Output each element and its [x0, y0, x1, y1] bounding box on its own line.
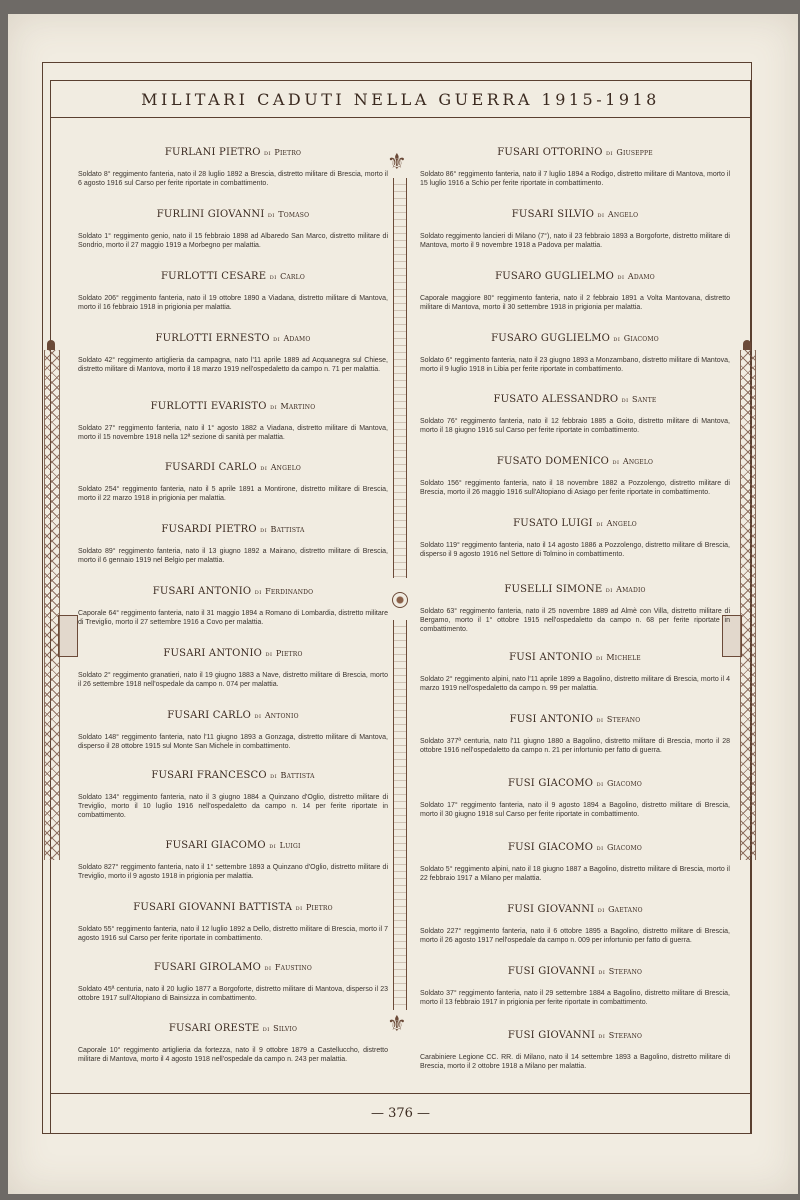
entry: [78, 147, 388, 188]
entry: [420, 842, 730, 883]
entry-name: FUSARI GIACOMO di Luigi: [165, 840, 301, 851]
entry-name: FUSATO LUIGI di Angelo: [513, 518, 637, 529]
entry-name: FUSARI OTTORINO di Giuseppe: [497, 147, 653, 158]
entry: [420, 394, 730, 435]
entry-name: FUSARDI PIETRO di Battista: [161, 524, 305, 535]
entry-name: FUSI GIOVANNI di Gaetano: [507, 904, 643, 915]
entry-text: Soldato 42° reggimento artiglieria da campagna, nato l'11 aprile 1889 ad Acquanegra sul Chiese, distretto militare di Mantova, morto il 18 marzo 1919 nell'ospedaletto da campo n. 71 per malattia.: [78, 357, 388, 373]
entry: [78, 770, 388, 820]
entry-name: FUSI GIACOMO di Giacomo: [507, 778, 643, 789]
entry-text: Soldato 156° reggimento fanteria, nato il 18 novembre 1882 a Pozzolengo, distretto militare di Brescia, morto il 26 maggio 1916 sull'Altopiano di Asiago per ferite riportate in combattimento.: [420, 480, 730, 496]
entry: [78, 586, 388, 627]
entry-text: Soldato 2° reggimento alpini, nato l'11 aprile 1899 a Bagolino, distretto militare di Brescia, morto il 4 marzo 1919 nell'ospedaletto da campo n. 99 per malattia.: [420, 676, 730, 692]
entry-name: FUSARO GUGLIELMO di Giacomo: [491, 333, 659, 344]
central-pole-lower: [393, 620, 407, 1010]
torch-bottom-icon: ⚜: [387, 1012, 407, 1037]
entry: [420, 518, 730, 559]
entry-name: FUSI ANTONIO di Michele: [509, 652, 641, 663]
entry-text: Soldato 119° reggimento fanteria, nato il 14 agosto 1886 a Pozzolengo, distretto militare di Brescia, disperso il 9 agosto 1916 nel Settore di Tolmino in combattimento.: [420, 542, 730, 558]
entry: [420, 147, 730, 188]
entry: [78, 271, 388, 312]
entry-text: Soldato 76° reggimento fanteria, nato il 12 febbraio 1885 a Goito, distretto militare di Mantova, morto il 18 giugno 1916 sul Carso per ferite riportate in combattimento.: [420, 418, 730, 434]
entry: [420, 904, 730, 945]
entry-text: Soldato 148° reggimento fanteria, nato l'11 giugno 1893 a Gonzaga, distretto militare di Mantova, disperso il 28 ottobre 1915 sul Monte San Michele in combattimento.: [78, 734, 388, 750]
entry-name: FUSARI GIOVANNI BATTISTA di Pietro: [133, 902, 333, 913]
entry-text: Soldato 6° reggimento fanteria, nato il 23 giugno 1893 a Monzambano, distretto militare di Mantova, morto il 9 luglio 1918 in Libia per ferite riportate in combattimento.: [420, 357, 730, 373]
entry-name: FUSARI FRANCESCO di Battista: [151, 770, 315, 781]
entry: [420, 456, 730, 497]
entry-text: Soldato 2° reggimento granatieri, nato il 19 giugno 1883 a Nave, distretto militare di Brescia, morto il 26 settembre 1918 nell'ospedale da campo n. 074 per malattia.: [78, 672, 388, 688]
entry-text: Soldato 134° reggimento fanteria, nato il 3 giugno 1884 a Quinzano d'Oglio, distretto militare di Treviglio, morto il 10 luglio 1916 nell'ospedaletto da campo n. 14 per ferite riportate in combattimento.: [78, 794, 388, 819]
entry-text: Soldato 8° reggimento fanteria, nato il 28 luglio 1892 a Brescia, distretto militare di Brescia, morto il 6 agosto 1916 sul Carso per ferite riportate in combattimento.: [78, 171, 388, 187]
entry: [420, 333, 730, 374]
entry-name: FUSARI ORESTE di Silvio: [168, 1023, 298, 1034]
entry-name: FURLOTTI ERNESTO di Adamo: [155, 333, 311, 344]
entry-text: Soldato 827° reggimento fanteria, nato il 1° settembre 1893 a Quinzano d'Oglio, distretto militare di Treviglio, morto il 9 agosto 1918 in prigionia per malattia.: [78, 864, 388, 880]
entry-name: FURLANI PIETRO di Pietro: [164, 147, 302, 158]
entry-name: FUSATO ALESSANDRO di Sante: [493, 394, 657, 405]
entry-name: FUSI GIOVANNI di Stefano: [507, 1030, 643, 1041]
entry-name: FUSELLI SIMONE di Amadio: [504, 584, 646, 595]
left-flag-pole: [44, 350, 58, 860]
entry-text: Soldato 37° reggimento fanteria, nato il 29 settembre 1884 a Bagolino, distretto militare di Brescia, morto il 13 febbraio 1917 in prigionia per ferite riportate in combattimento.: [420, 990, 730, 1006]
entry-text: Soldato 5° reggimento alpini, nato il 18 giugno 1887 a Bagolino, distretto militare di Brescia, morto il 22 febbraio 1917 a Milano per malattia.: [420, 866, 730, 882]
entry-text: Soldato 254° reggimento fanteria, nato il 5 aprile 1891 a Montirone, distretto militare di Brescia, morto il 22 marzo 1918 in prigionia per malattia.: [78, 486, 388, 502]
entry: [78, 1023, 388, 1064]
entry: [78, 333, 388, 374]
entry-text: Caporale maggiore 80° reggimento fanteria, nato il 2 febbraio 1891 a Volta Mantovana, distretto militare di Mantova, morto il 30 settembre 1918 in prigionia per malattia.: [420, 295, 730, 311]
entry-text: Soldato 63° reggimento fanteria, nato il 25 novembre 1889 ad Almè con Villa, distretto militare di Bergamo, morto il 1° ottobre 1915 nell'ospedaletto da campo n. 68 per ferite riportate in combattimento.: [420, 608, 730, 633]
entry: [420, 209, 730, 250]
entry: [420, 778, 730, 819]
entry-name: FURLOTTI CESARE di Carlo: [161, 271, 305, 282]
left-flag-icon: [58, 615, 78, 657]
entry-text: Soldato 55° reggimento fanteria, nato il 12 luglio 1892 a Dello, distretto militare di Brescia, morto il 7 agosto 1916 sul Carso per ferite riportate in combattimento.: [78, 926, 388, 942]
entry: [78, 524, 388, 565]
entry-name: FUSARI ANTONIO di Pietro: [163, 648, 303, 659]
entry: [78, 209, 388, 250]
footer-box: [50, 1093, 751, 1134]
entry-text: Carabiniere Legione CC. RR. di Milano, nato il 14 settembre 1893 a Bagolino, distretto militare di Brescia, morto il 2 ottobre 1918 a Milano per malattia.: [420, 1054, 730, 1070]
entry-text: Soldato 227° reggimento fanteria, nato il 6 ottobre 1895 a Bagolino, distretto militare di Brescia, morto il 26 agosto 1917 nell'ospedale da campo n. 009 per infortunio per fatto di guerra.: [420, 928, 730, 944]
entry-name: FUSI GIOVANNI di Stefano: [507, 966, 643, 977]
entry: [420, 652, 730, 693]
entry-name: FURLINI GIOVANNI di Tomaso: [156, 209, 310, 220]
entry-text: Soldato 86° reggimento fanteria, nato il 7 luglio 1894 a Rodigo, distretto militare di Mantova, morto il 15 luglio 1916 a Schio per ferite riportate in combattimento.: [420, 171, 730, 187]
entry: [420, 966, 730, 1007]
entry: [420, 271, 730, 312]
entry-name: FUSARI CARLO di Antonio: [167, 710, 299, 721]
entry-name: FUSARO GUGLIELMO di Adamo: [495, 271, 655, 282]
entry-name: FUSI GIACOMO di Giacomo: [507, 842, 643, 853]
torch-top-icon: ⚜: [387, 150, 407, 175]
entry: [78, 462, 388, 503]
entry-text: Soldato 1° reggimento genio, nato il 15 febbraio 1898 ad Albaredo San Marco, distretto militare di Sondrio, morto il 27 maggio 1919 a Morbegno per malattia.: [78, 233, 388, 249]
entry: [78, 902, 388, 943]
entry: [78, 648, 388, 689]
entry-text: Soldato 89° reggimento fanteria, nato il 13 giugno 1892 a Mairano, distretto militare di Brescia, morto il 6 gennaio 1919 nel Belgio per malattia.: [78, 548, 388, 564]
header-box: [50, 80, 751, 118]
page-title: MILITARI CADUTI NELLA GUERRA 1915-1918: [141, 89, 660, 109]
central-pole-upper: [393, 178, 407, 578]
entry: [78, 840, 388, 881]
entry-name: FUSI ANTONIO di Stefano: [509, 714, 641, 725]
entry-text: Soldato 17° reggimento fanteria, nato il 9 agosto 1894 a Bagolino, distretto militare di Brescia, morto il 30 giugno 1918 sul Carso per ferite riportate in combattimento.: [420, 802, 730, 818]
entry-name: FUSARDI CARLO di Angelo: [164, 462, 302, 473]
entry-text: Soldato reggimento lancieri di Milano (7°), nato il 23 febbraio 1893 a Borgoforte, distretto militare di Mantova, morto il 9 novembre 1918 a Padova per malattia.: [420, 233, 730, 249]
entry: [420, 714, 730, 755]
entry: [78, 401, 388, 442]
entry-name: FUSARI SILVIO di Angelo: [511, 209, 639, 220]
entry: [420, 1030, 730, 1071]
entry-text: Soldato 45ª centuria, nato il 20 luglio 1877 a Borgoforte, distretto militare di Mantova, disperso il 23 ottobre 1917 sull'Altopiano di Bainsizza in combattimento.: [78, 986, 388, 1002]
right-flag-pole: [740, 350, 754, 860]
entry: [78, 710, 388, 751]
entry-name: FUSATO DOMENICO di Angelo: [496, 456, 654, 467]
page-number: — 376 —: [370, 1105, 431, 1121]
entry-name: FUSARI ANTONIO di Ferdinando: [152, 586, 314, 597]
entry-text: Soldato 206° reggimento fanteria, nato il 19 ottobre 1890 a Viadana, distretto militare di Mantova, morto il 16 febbraio 1918 in prigionia per malattia.: [78, 295, 388, 311]
entry-name: FUSARI GIROLAMO di Faustino: [153, 962, 313, 973]
entry: [420, 584, 730, 634]
entry-text: Soldato 27° reggimento fanteria, nato il 1° agosto 1882 a Viadana, distretto militare di Mantova, morto il 15 novembre 1918 nella 12ª sezione di sanità per malattia.: [78, 425, 388, 441]
entry: [78, 962, 388, 1003]
entry-text: Soldato 377ª centuria, nato l'11 giugno 1880 a Bagolino, distretto militare di Brescia, morto il 28 ottobre 1916 nell'ospedaletto da campo n. 21 per infortunio per fatto di guerra.: [420, 738, 730, 754]
rosette-icon: [392, 592, 408, 608]
entry-text: Caporale 64° reggimento fanteria, nato il 31 maggio 1894 a Romano di Lombardia, distretto militare di Treviglio, morto il 27 settembre 1916 a Covo per malattia.: [78, 610, 388, 626]
entry-name: FURLOTTI EVARISTO di Martino: [150, 401, 316, 412]
entry-text: Caporale 10° reggimento artiglieria da fortezza, nato il 9 ottobre 1879 a Castelluccho, distretto militare di Mantova, morto il 4 agosto 1918 nell'ospedale da campo n. 243 per malattia.: [78, 1047, 388, 1063]
